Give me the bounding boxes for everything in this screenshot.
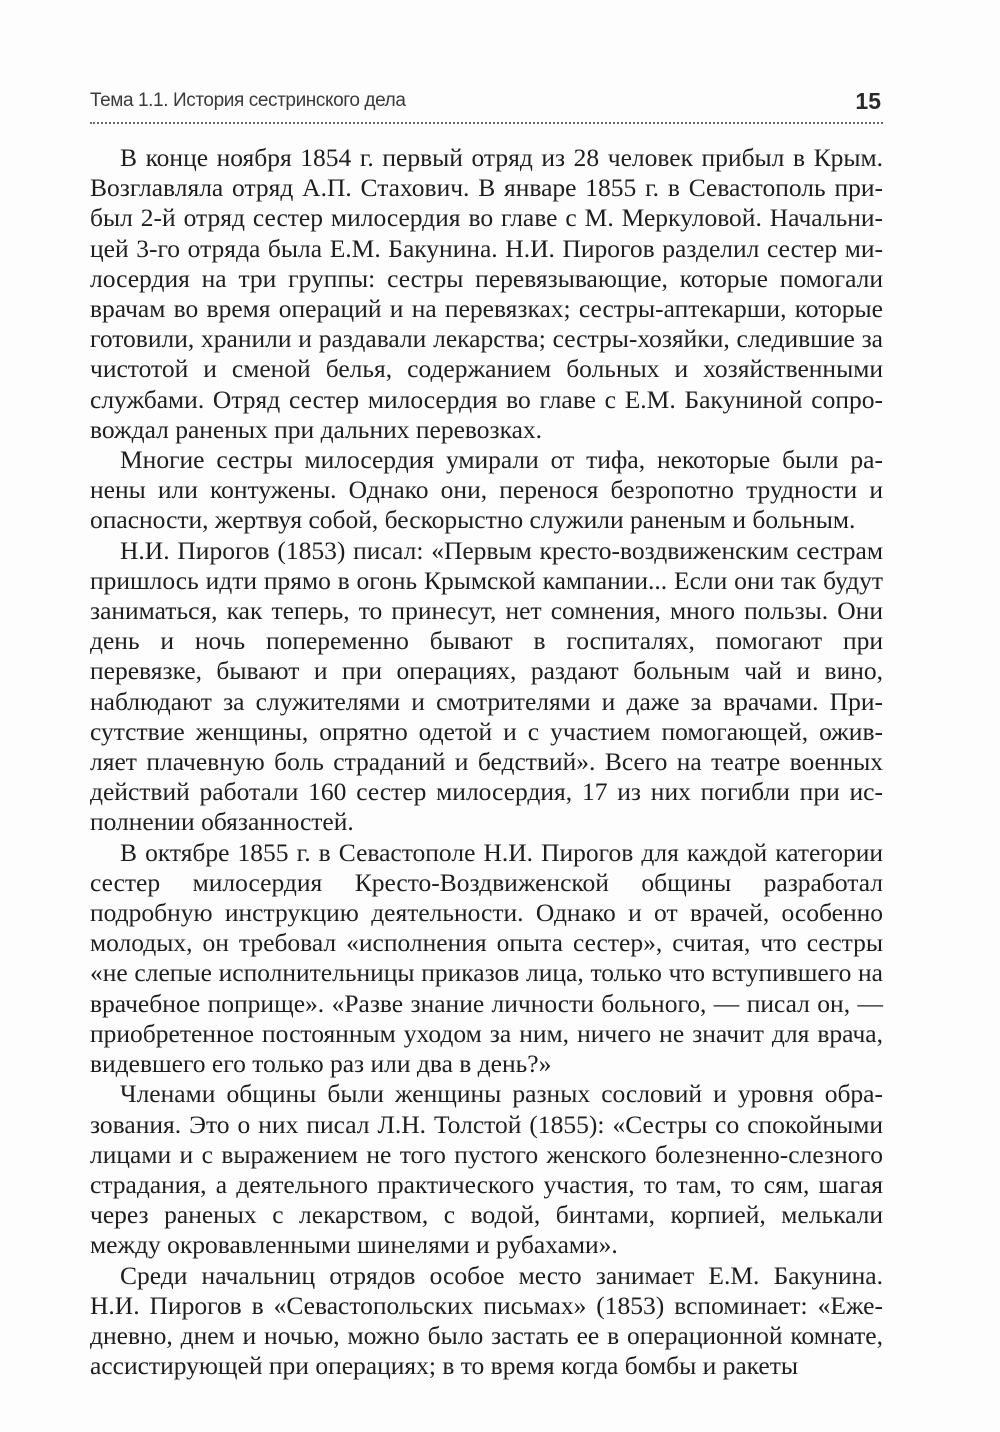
running-header: [90, 84, 883, 124]
running-title: Тема 1.1. История сестринского дела: [90, 90, 406, 111]
paragraph: Членами общины были женщины разных сословий и уровня образования. Это о них писал Л.Н. Толстой (1855): «Сестры со спокойными лицами и с выражением не того пустого женского болезненно-слезного страдания, а деятельного практического участия, то там, то сям, шагая через раненых с лекарством, с водой, бинтами, корпией, мелькали между окровавленными шинелями и рубахами».: [90, 1079, 883, 1260]
paragraph: Многие сестры милосердия умирали от тифа, некоторые были ранены или контужены. Однако они, перенося безропотно трудности и опасности, жертвуя собой, бескорыстно служили раненым и больным.: [90, 445, 883, 535]
paragraph: Среди начальниц отрядов особое место занимает Е.М. Бакунина. Н.И. Пирогов в «Севастопольских письмах» (1853) вспоминает: «Ежедневно, днем и ночью, можно было застать ее в операционной комнате, ассистирующей при операциях; в то время когда бомбы и ракеты: [90, 1260, 883, 1381]
body-text: [90, 143, 883, 1381]
paragraph: Н.И. Пирогов (1853) писал: «Первым кресто-воздвиженским сестрам пришлось идти прямо в огонь Крымской кампании... Если они так будут заниматься, как теперь, то принесут, нет сомнения, много пользы. Они день и ночь попеременно бывают в госпиталях, помогают при перевязке, бывают и при операциях, раздают больным чай и вино, наблюдают за служителями и смотрителями и даже за врачами. Присутствие женщины, опрятно одетой и с участием помогающей, оживляет плачевную боль страданий и бедствий». Всего на театре военных действий работали 160 сестер милосердия, 17 из них погибли при исполнении обязанностей.: [90, 535, 883, 837]
paragraph: В октябре 1855 г. в Севастополе Н.И. Пирогов для каждой категории сестер милосердия Кресто-Воздвиженской общины разработал подробную инструкцию деятельности. Однако и от врачей, особенно молодых, он требовал «исполнения опыта сестер», считая, что сестры «не слепые исполнительницы приказов лица, только что вступившего на врачебное поприще». «Разве знание личности больного, — писал он, — приобретенное постоянным уходом за ним, ничего не значит для врача, видевшего его только раз или два в день?»: [90, 837, 883, 1079]
page-number: 15: [855, 88, 881, 114]
paragraph: В конце ноября 1854 г. первый отряд из 28 человек прибыл в Крым. Возглавляла отряд А.П. Стахович. В январе 1855 г. в Севастополь прибыл 2-й отряд сестер милосердия во главе с М. Меркуловой. Начальницей 3-го отряда была Е.М. Бакунина. Н.И. Пирогов разделил сестер милосердия на три группы: сестры перевязывающие, которые помогали врачам во время операций и на перевязках; сестры-аптекарши, которые готовили, хранили и раздавали лекарства; сестры-хозяйки, следившие за чистотой и сменой белья, содержанием больных и хозяйственными службами. Отряд сестер милосердия во главе с Е.М. Бакуниной сопровождал раненых при дальних перевозках.: [90, 143, 883, 444]
